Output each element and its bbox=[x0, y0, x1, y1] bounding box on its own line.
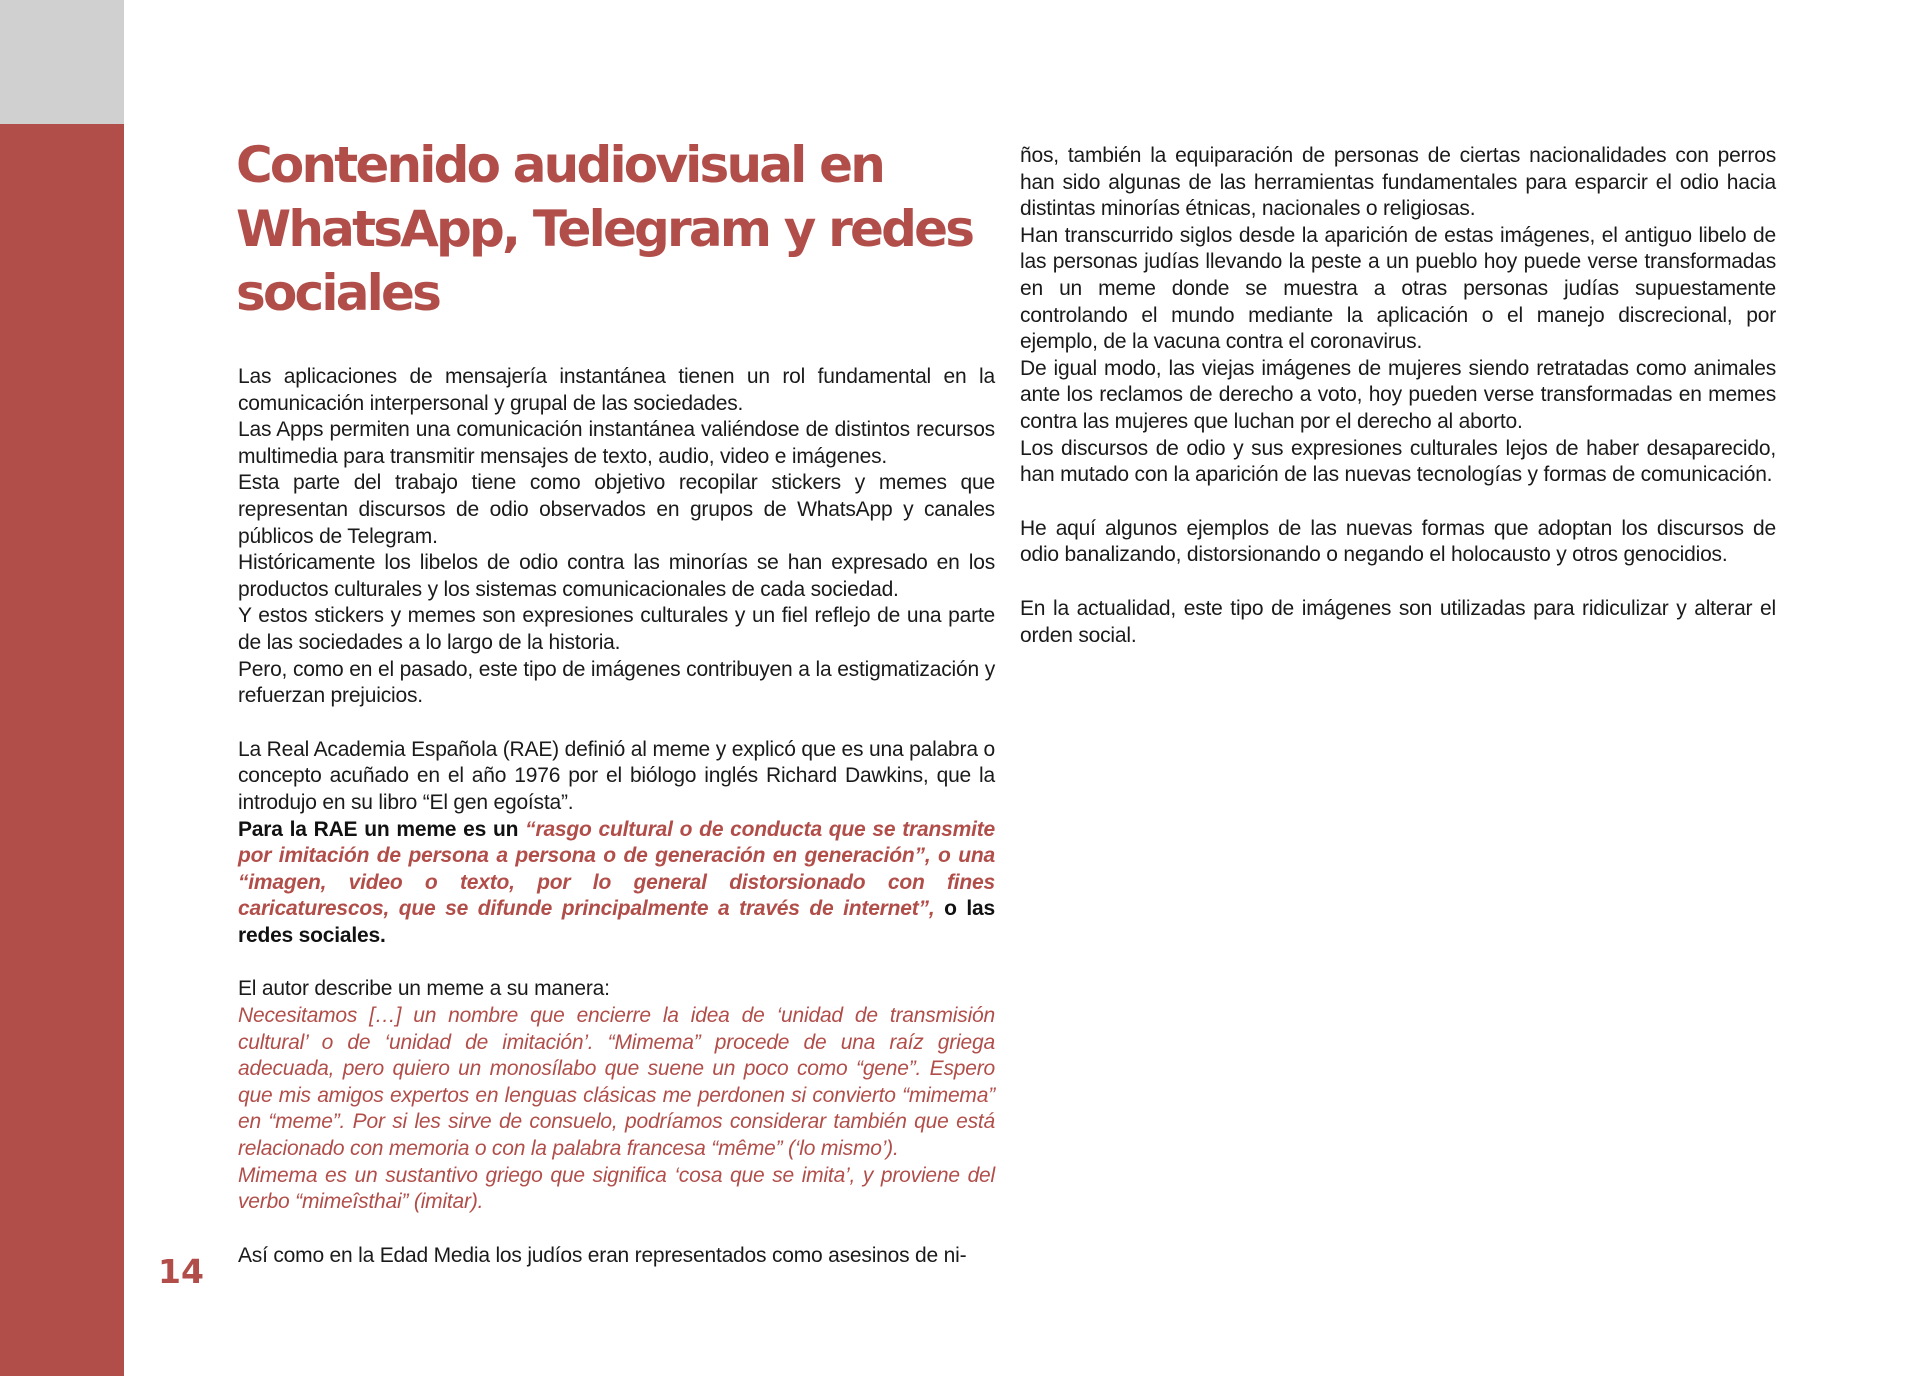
paragraph: Los discursos de odio y sus expresiones culturales lejos de haber desaparecido, han mutado con la aparición de las nuevas tecnologías y formas de comunicación. bbox=[1020, 436, 1776, 487]
rae-lead: Para la RAE un meme es un bbox=[238, 817, 519, 841]
spacer bbox=[1020, 569, 1776, 596]
paragraph: He aquí algunos ejemplos de las nuevas formas que adoptan los discursos de odio banalizando, distorsionando o negando el holocausto y otros genocidios. bbox=[1020, 516, 1776, 567]
paragraph: Han transcurrido siglos desde la aparición de estas imágenes, el antiguo libelo de las personas judías llevando la peste a un pueblo hoy puede verse transformadas en un meme donde se muestra a otras personas judías supuestamente controlando el mundo mediante la aplicación o el manejo discrecional, por ejemplo, de la vacuna contra el coronavirus. bbox=[1020, 223, 1776, 354]
paragraph: La Real Academia Española (RAE) definió al meme y explicó que es una palabra o concepto acuñado en el año 1976 por el biólogo inglés Richard Dawkins, que la introdujo en su libro “El gen egoísta”. bbox=[238, 737, 995, 814]
dawkins-quote: Necesitamos […] un nombre que encierre la idea de ‘unidad de transmisión cultural’ o de ‘unidad de imitación’. “Mimema” procede de una raíz griega adecuada, pero quiero un monosílabo que suene un poco como “gene”. Espero que mis amigos expertos en lenguas clásicas me perdonen si convierto “mimema” en “meme”. Por si les sirve de consuelo, podríamos considerar también que está relacionado con memoria o con la palabra francesa “même” (‘lo mismo’). bbox=[238, 1004, 995, 1161]
left-column bbox=[238, 364, 995, 1269]
paragraph: Esta parte del trabajo tiene como objetivo recopilar stickers y memes que representan discursos de odio observados en grupos de WhatsApp y canales públicos de Telegram. bbox=[238, 471, 995, 548]
spacer bbox=[238, 710, 995, 737]
paragraph: De igual modo, las viejas imágenes de mujeres siendo retratadas como animales ante los reclamos de derecho a voto, hoy pueden verse transformadas en memes contra las mujeres que luchan por el derecho al aborto. bbox=[1020, 356, 1776, 433]
paragraph: El autor describe un meme a su manera: bbox=[238, 977, 610, 1001]
spacer bbox=[238, 949, 995, 976]
paragraph: ños, también la equiparación de personas de ciertas nacionalidades con perros han sido algunas de las herramientas fundamentales para esparcir el odio hacia distintas minorías étnicas, nacionales o religiosas. bbox=[1020, 144, 1776, 221]
spacer bbox=[238, 1216, 995, 1243]
paragraph: Las aplicaciones de mensajería instantánea tienen un rol fundamental en la comunicación interpersonal y grupal de las sociedades. bbox=[238, 365, 995, 415]
right-column bbox=[1020, 143, 1776, 649]
paragraph: Las Apps permiten una comunicación instantánea valiéndose de distintos recursos multimedia para transmitir mensajes de texto, audio, video e imágenes. bbox=[238, 418, 995, 468]
mimema-quote: Mimema es un sustantivo griego que significa ‘cosa que se imita’, y proviene del verbo “mimeîsthai” (imitar). bbox=[238, 1163, 995, 1214]
spacer bbox=[1020, 489, 1776, 516]
rae-quote: “rasgo cultural o de conducta que se transmite por imitación de persona a persona o de generación en generación”, o una “imagen, video o texto, por lo general distorsionado con fines caricaturescos, que se difunde principalmente a través de internet”, bbox=[238, 817, 995, 921]
paragraph: Así como en la Edad Media los judíos eran representados como asesinos de ni- bbox=[238, 1243, 967, 1267]
paragraph: Históricamente los libelos de odio contra las minorías se han expresado en los productos culturales y los sistemas comunicacionales de cada sociedad. bbox=[238, 551, 995, 601]
rae-tail: o las redes sociales. bbox=[238, 897, 995, 947]
page-title: Contenido audiovisual en WhatsApp, Telegram y redes sociales bbox=[236, 136, 973, 322]
corner-block bbox=[0, 0, 124, 124]
rae-definition bbox=[238, 817, 995, 950]
page-number: 14 bbox=[158, 1252, 204, 1291]
paragraph: En la actualidad, este tipo de imágenes son utilizadas para ridiculizar y alterar el orden social. bbox=[1020, 596, 1776, 647]
paragraph: Pero, como en el pasado, este tipo de imágenes contribuyen a la estigmatización y refuerzan prejuicios. bbox=[238, 657, 995, 708]
paragraph: Y estos stickers y memes son expresiones culturales y un fiel reflejo de una parte de las sociedades a lo largo de la historia. bbox=[238, 604, 995, 654]
sidebar-bar bbox=[0, 0, 124, 1376]
